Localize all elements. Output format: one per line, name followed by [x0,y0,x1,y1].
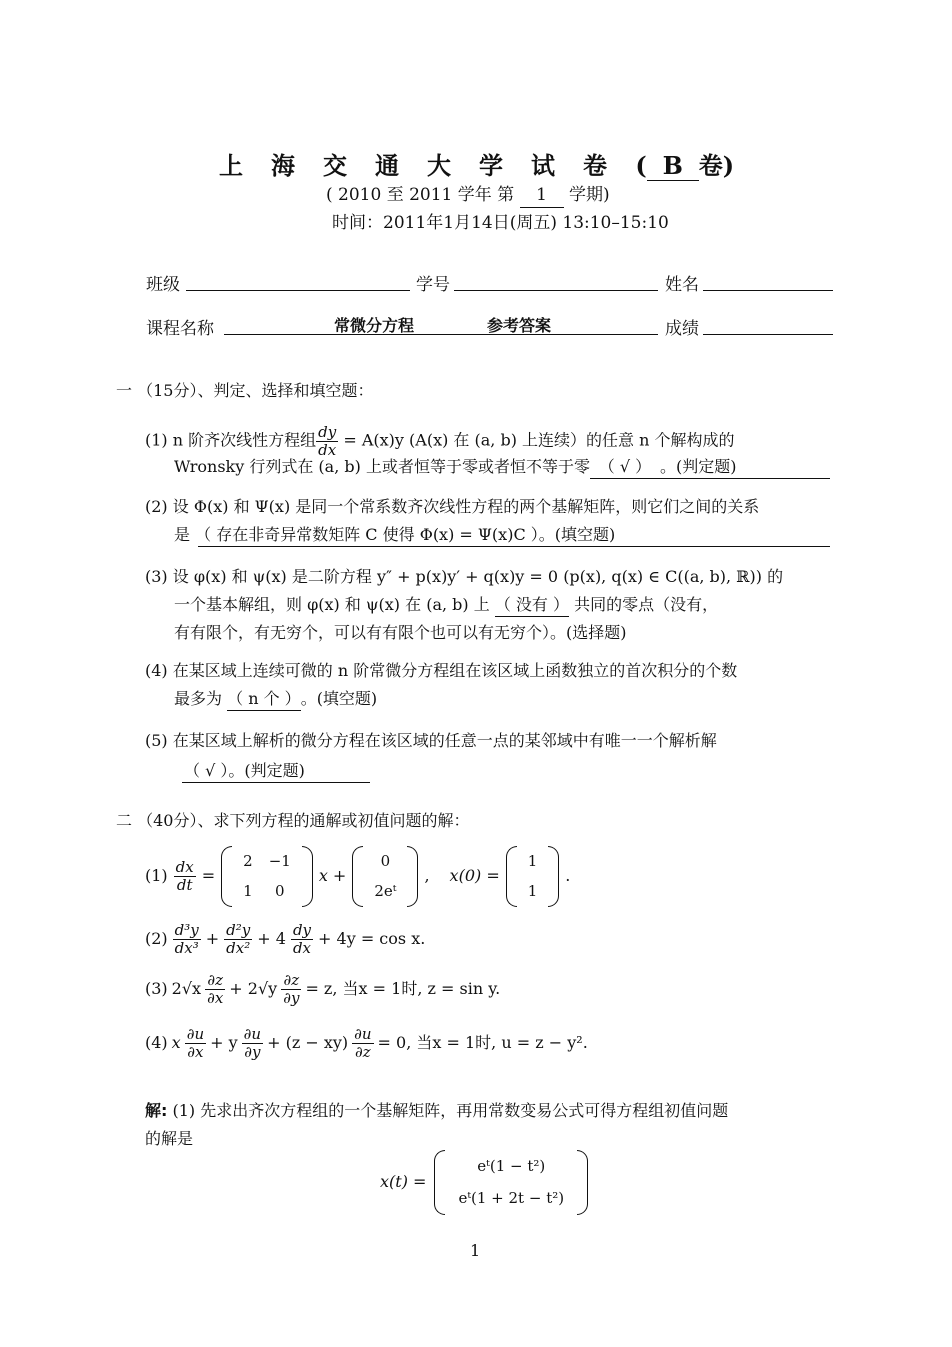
p4-partial-y: $\frac{\partial u}{\partial y}$ [243,1025,262,1061]
title-char: 试 [531,151,555,180]
p4-number: (4) [145,1033,168,1053]
name-label: 姓名 [665,275,699,295]
problem1: (1) $\frac{dx}{dt}$ = 2 −1 1 0 x + 0 2eᵗ , x(0) = 1 1 . [145,846,570,907]
academic-year-line: ( 2010 至 2011 学年 第 1 学期) [326,184,610,208]
q1-answer-underline [650,478,830,479]
p3-partial-x: $\frac{\partial z}{\partial x}$ [207,971,224,1007]
title-char: 学 [479,151,503,180]
p2-term1: $\frac{\text{d³y}}{\text{dx³}}$ [174,921,199,957]
p4-partial-x: $\frac{\partial u}{\partial x}$ [186,1025,205,1061]
q4-answer: （ n 个 ） [227,688,301,711]
page-number: 1 [470,1241,481,1260]
q5-line1: (5) 在某区域上解析的微分方程在该区域的任意一点的某邻域中有唯一一个解析解 [145,731,717,750]
term-number: 1 [520,184,564,208]
q3-answer: （ 没有 ） [495,594,569,617]
solution-vector: eᵗ(1 − t²) eᵗ(1 + 2t − t²) [434,1150,588,1215]
score-field[interactable] [703,334,833,335]
solution-formula: x(t) = eᵗ(1 − t²) eᵗ(1 + 2t − t²) [380,1150,588,1215]
title-char: 交 [323,151,347,180]
solution-line1: 解: (1) 先求出齐次方程组的一个基解矩阵，再用常数变易公式可得方程组初值问题 [145,1101,729,1120]
title-char: 海 [271,151,295,180]
q1-answer: （ √ ） [590,456,660,479]
name-field[interactable] [703,290,833,291]
title-char: 上 [219,151,243,180]
title-paren-close: 卷) [698,151,735,180]
q2-answer-underline [198,546,830,547]
q2-number: (2) [145,497,168,516]
title-char: 大 [427,151,451,180]
q4-number: (4) [145,661,168,680]
answer-key-label: 参考答案 [487,316,552,335]
p2-term3: $\frac{dy}{dx}$ [292,921,312,957]
q2-line1: (2) 设 Φ(x) 和 Ψ(x) 是同一个常系数齐次线性方程的两个基解矩阵，则它们之间的关系 [145,497,760,516]
p1-initial-vector: 1 1 [506,846,560,907]
q3-line1: (3) 设 φ(x) 和 ψ(x) 是二阶方程 y″ + p(x)y′ + q(x)y = 0 (p(x), q(x) ∈ C((a, b), ℝ)) 的 [145,567,784,586]
course-field [224,334,658,335]
solution-label: 解: [145,1101,168,1120]
solution-line2: 的解是 [145,1129,194,1148]
q2-answer: （ 存在非奇异常数矩阵 C 使得 Φ(x) = Ψ(x)C ） [195,525,539,544]
p4-partial-z: $\frac{\partial u}{\partial z}$ [354,1025,372,1061]
p1-coefficient-matrix: 2 −1 1 0 [221,846,313,907]
section2-heading: 二 （40分）、求下列方程的通解或初值问题的解： [116,811,470,830]
title-char: 通 [375,151,399,180]
problem3: (3) 2√x $\frac{\partial z}{\partial x}$ + 2√y $\frac{\partial z}{\partial y}$ = z, 当x = 1时, z = sin y. [145,971,501,1007]
q1-number: (1) [145,430,168,450]
exam-title [205,146,734,181]
q4-line1: (4) 在某区域上连续可微的 n 阶常微分方程组在该区域上函数独立的首次积分的个数 [145,661,738,680]
paper-variant: B [647,151,699,181]
q5-answer-underline [182,782,370,783]
q5-number: (5) [145,731,168,750]
student-id-label: 学号 [416,275,450,295]
p3-number: (3) [145,979,168,999]
p1-lhs-fraction: $\frac{dx}{dt}$ [175,858,194,894]
problem2: (2) $\frac{\text{d³y}}{\text{dx³}}$ + $\frac{\text{d²y}}{\text{dx²}}$ + 4 $\frac{dy}{dx}$ + 4y = cos x. [145,921,426,957]
section1-heading: 一 （15分）、判定、选择和填空题： [116,381,374,400]
score-label: 成绩 [665,319,699,339]
class-label: 班级 [146,275,180,295]
p2-number: (2) [145,929,168,949]
p1-forcing-vector: 0 2eᵗ [352,846,418,907]
q1-fraction: $\frac{dy}{dx}$ [318,423,337,459]
q5-line2: （ √ ）。(判定题) [184,761,305,780]
q2-line2: 是 （ 存在非奇异常数矩阵 C 使得 Φ(x) = Ψ(x)C ）。(填空题) [174,525,616,544]
q4-line2: 最多为 （ n 个 ）。(填空题) [174,688,377,711]
exam-time: 时间：2011年1月14日(周五) 13:10–15:10 [332,213,669,233]
problem4: (4) x $\frac{\partial u}{\partial x}$ + y $\frac{\partial u}{\partial y}$ + (z − xy) $\frac{\partial u}{\partial z}$ = 0, 当x = 1时, u = z − y². [145,1025,588,1061]
q3-number: (3) [145,567,168,586]
q1-line1: (1) n 阶齐次线性方程组 $\frac{dy}{dx}$ = A(x)y (A(x) 在 (a, b) 上连续）的任意 n 个解构成的 [145,423,735,459]
q3-line2: 一个基本解组，则 φ(x) 和 ψ(x) 在 (a, b) 上 （ 没有 ） 共同的零点（没有， [174,594,718,617]
title-char: 卷 [583,151,607,180]
q3-line3: 有有限个，有无穷个，可以有有限个也可以有无穷个）。(选择题) [174,623,627,642]
p2-term2: $\frac{\text{d²y}}{\text{dx²}}$ [226,921,251,957]
p1-number: (1) [145,866,168,886]
q1-line2: Wronsky 行列式在 (a, b) 上或者恒等于零或者恒不等于零 （ √ ） 。(判定题) [174,456,736,479]
title-paren-open: ( [635,151,647,180]
course-value: 常微分方程 [334,316,415,335]
q5-answer: （ √ ） [184,761,229,780]
class-field[interactable] [186,290,410,291]
p3-partial-y: $\frac{\partial z}{\partial y}$ [283,971,300,1007]
student-id-field[interactable] [454,290,658,291]
course-label: 课程名称 [146,319,214,339]
